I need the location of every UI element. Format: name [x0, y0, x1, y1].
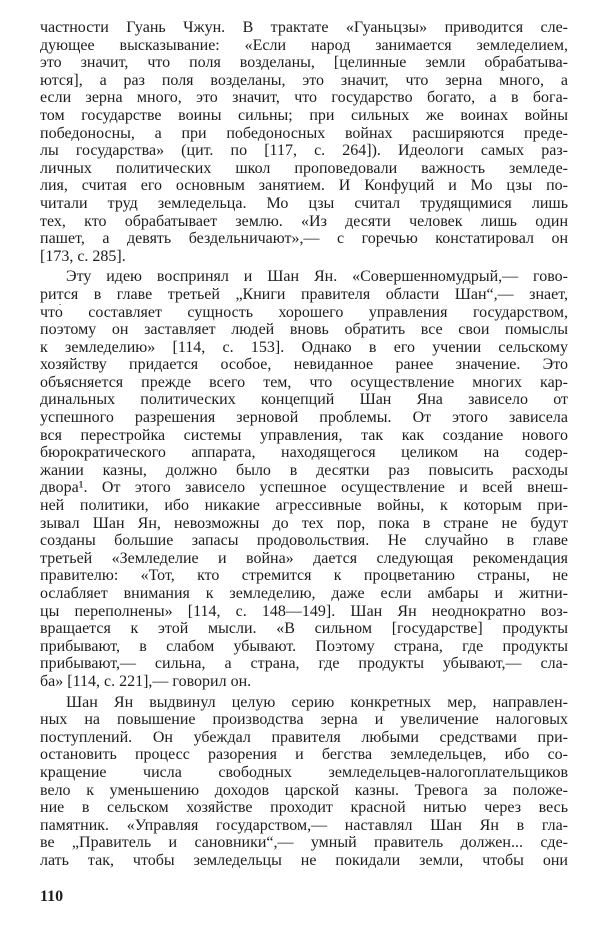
text-line: вращается к этой мысли. «В сильном [государстве] продукты — [40, 620, 568, 638]
text-line: пашет, а девять бездельничают»,— с горечью констатировал он — [40, 230, 568, 248]
text-line: ние в сельском хозяйстве проходит красной нитью через весь — [40, 799, 568, 817]
text-line: остановить процесс разорения и бегства земледельцев, ибо со- — [40, 746, 568, 764]
text-line: объясняется прежде всего тем, что осуществление многих кар- — [40, 373, 568, 391]
text-line: ослабляет внимания к земледелию, даже если амбары и житни- — [40, 585, 568, 602]
text-line: ба» [114, с. 221],— говорил он. — [40, 672, 252, 690]
text-line: ются], а раз поля возделаны, это значит, что зерна много, а — [40, 71, 568, 89]
body-text — [40, 19, 568, 870]
text-line: прибывают,— сильна, а страна, где продукты убывают,— сла- — [40, 655, 568, 673]
text-line: успешного разрешения зерновой проблемы. От этого зависела — [40, 409, 568, 427]
paragraph-1 — [40, 19, 568, 265]
text-line: жании казны, должно было в десятки раз повысить расходы — [40, 461, 568, 479]
paragraph-2 — [40, 268, 568, 690]
text-line: это значит, что поля возделаны, [целинные земли обрабатыва- — [40, 54, 568, 72]
text-line: прибывают, в слабом убывают. Поэтому страна, где продукты — [40, 637, 568, 655]
text-line: цы переполнены» [114, с. 148—149]. Шан Ян неоднократно воз- — [40, 602, 568, 620]
text-line: правителю: «Тот, кто стремится к процветанию страны, не — [40, 567, 568, 585]
text-line: личных политических школ проповедовали важность земледе- — [40, 159, 568, 177]
text-line: вело к уменьшению доходов царской казны. Тревога за положе- — [40, 781, 568, 799]
text-line: том государстве воины сильны; при сильных же воинах войны — [40, 106, 568, 124]
text-line: кращение числа свободных земледельцев-налогоплательщиков — [40, 763, 568, 781]
text-line: динальных политических концепций Шан Яна зависело от — [40, 391, 568, 409]
text-line: читали труд земледельца. Мо цзы считал трудящимися лишь — [40, 194, 568, 212]
text-line: к земледелию» [114, с. 153]. Однако в его учении сельскому — [40, 338, 568, 356]
text-line: лы государства» (цит. по [117, с. 264]). Идеологи самых раз- — [40, 142, 568, 160]
text-line: Эту идею воспринял и Шан Ян. «Совершенномудрый,— гово- — [66, 268, 568, 286]
text-line: зывал Шан Ян, невозможны до тех пор, пока в стране не будут — [40, 514, 568, 532]
text-line: дующее высказывание: «Если народ занимается земледелием, — [40, 36, 568, 54]
text-line: рится в главе третьей „Книги правителя области Шан“,— знает, — [40, 285, 568, 303]
paragraph-3 — [40, 694, 568, 870]
text-line: если зерна много, это значит, что государство богато, а в бога- — [40, 89, 568, 107]
text-line: ней политики, ибо никакие агрессивные войны, к которым при- — [40, 497, 568, 515]
text-line: что́ составляет сущность хорошего управления государством, — [40, 303, 568, 321]
text-line: ных на повышение производства зерна и увеличение налоговых — [40, 711, 568, 729]
text-line: третьей «Земледелие и война» дается следующая рекомендация — [40, 549, 568, 567]
text-line: вся перестройка системы управления, так как создание нового — [40, 426, 568, 444]
text-line: поэтому он заставляет людей вновь обратить все свои помыслы — [40, 321, 568, 339]
text-line: поступлений. Он убеждал правителя любыми средствами при- — [40, 728, 568, 746]
text-line: [173, с. 285]. — [40, 247, 126, 265]
text-line: памятник. «Управляя государством,— наставлял Шан Ян в гла- — [40, 816, 568, 834]
text-line: лия, считая его основным занятием. И Конфуций и Мо цзы по- — [40, 177, 568, 195]
text-line: хозяйству придается особое, невиданное ранее значение. Это — [40, 356, 568, 374]
text-line: Шан Ян выдвинул целую серию конкретных мер, направлен- — [66, 693, 568, 711]
text-line: частности Гуань Чжун. В трактате «Гуаньцзы» приводится сле- — [40, 19, 568, 36]
text-line: двора¹. От этого зависело успешное осуществление и всей внеш- — [40, 479, 568, 497]
text-line: победоносны, а при победоносных войнах расширяются преде- — [40, 124, 568, 142]
text-line: ве „Правитель и сановники“,— умный правитель должен... сде- — [40, 834, 568, 852]
text-line: бюрократического аппарата, находящегося целиком на содер- — [40, 444, 568, 462]
text-line: созданы большие запасы продовольствия. Не случайно в главе — [40, 532, 568, 550]
text-line: тех, кто обрабатывает землю. «Из десяти человек лишь один — [40, 212, 568, 230]
text-line: лать так, чтобы земледельцы не покидали земли, чтобы они — [40, 851, 568, 869]
page-number: 110 — [40, 888, 64, 905]
